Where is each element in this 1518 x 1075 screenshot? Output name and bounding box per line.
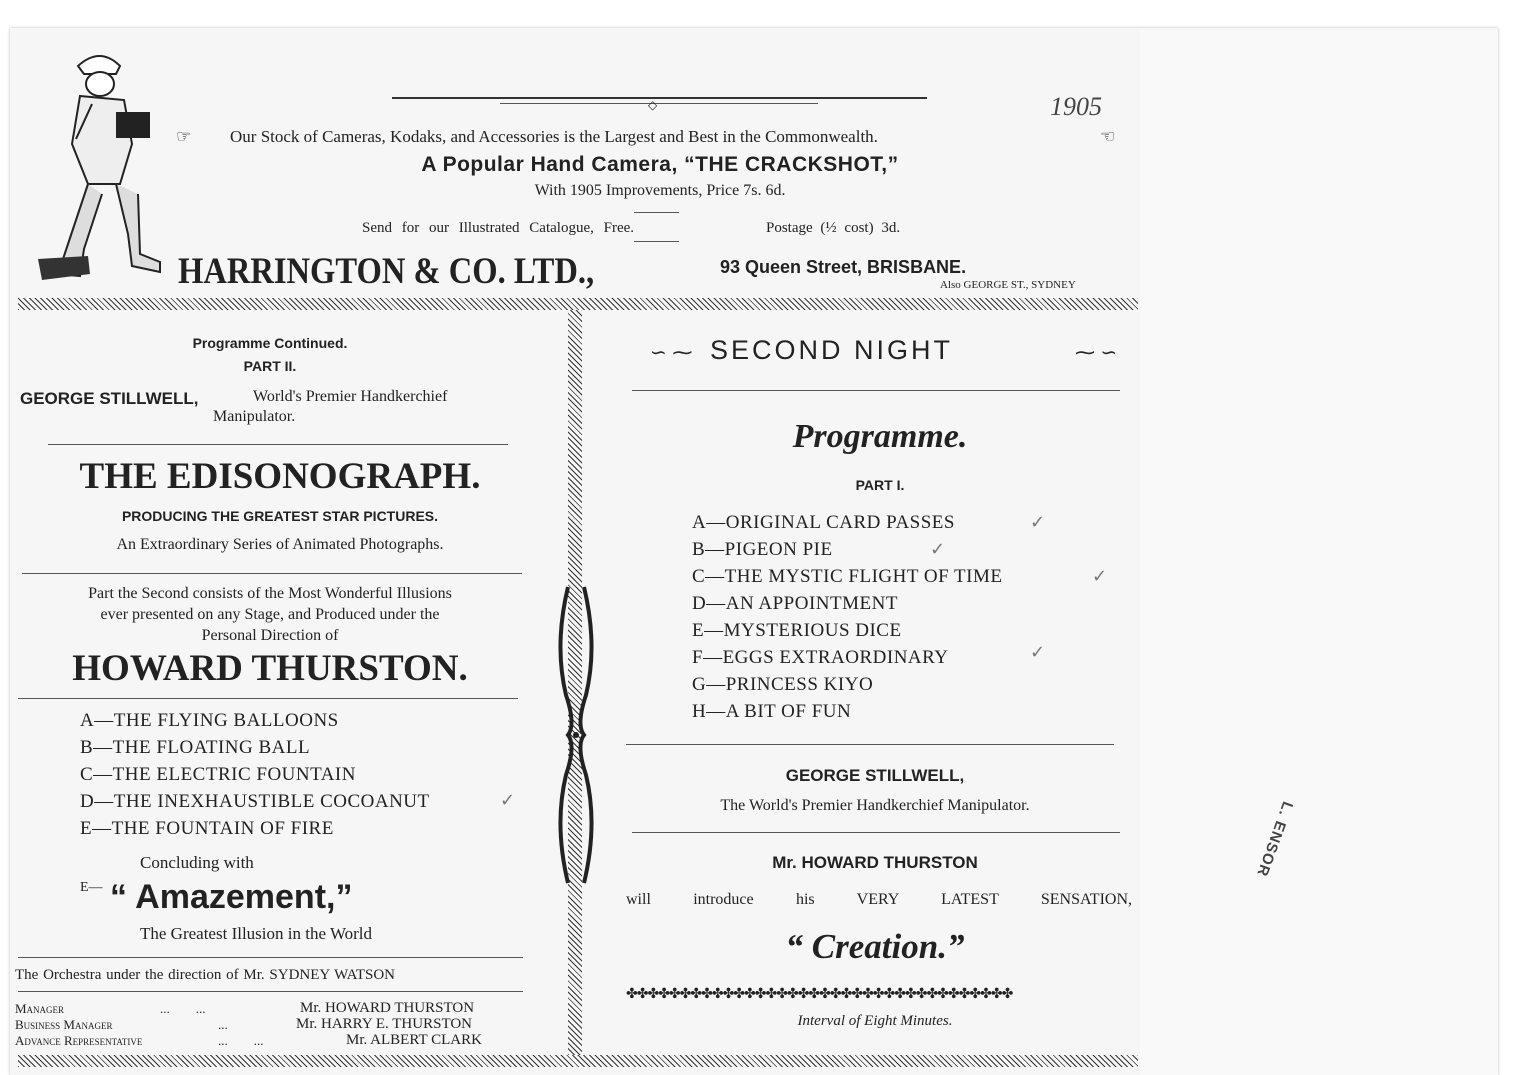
introduce-line: will introduce his VERY LATEST SENSATION, xyxy=(626,891,1132,908)
divider xyxy=(48,444,508,445)
pointing-hand-icon: ☞ xyxy=(176,127,192,146)
staff-name: Mr. ALBERT CLARK xyxy=(346,1032,482,1048)
staff-role: Advance Representative xyxy=(15,1033,143,1048)
intro-line-3: Personal Direction of xyxy=(201,627,339,644)
part-one-label: PART I. xyxy=(855,477,905,493)
edisonograph-subtitle: PRODUCING THE GREATEST STAR PICTURES. xyxy=(121,508,439,524)
flourish-left: ∽ ⁓ xyxy=(650,342,693,364)
divider xyxy=(632,390,1120,391)
list-item: A—ORIGINAL CARD PASSES xyxy=(692,512,955,533)
second-night-title: SECOND NIGHT xyxy=(710,335,954,365)
finale-description: The Greatest Illusion in the World xyxy=(140,924,373,943)
performer-description: World's Premier Handkerchief xyxy=(253,388,448,405)
divider xyxy=(632,832,1120,833)
photographer-illustration xyxy=(28,44,168,294)
top-rule-thin xyxy=(500,103,818,104)
price-line: With 1905 Improvements, Price 7s. 6d. xyxy=(534,182,786,199)
howard-thurston-title: HOWARD THURSTON. xyxy=(72,648,468,689)
edisonograph-title: THE EDISONOGRAPH. xyxy=(79,456,481,497)
staff-dots: ... xyxy=(218,1017,228,1032)
top-ornament: ◇ xyxy=(648,98,658,112)
top-rule xyxy=(392,97,927,99)
edisonograph-description: An Extraordinary Series of Animated Photographs. xyxy=(116,536,444,553)
postage-line: Postage (½ cost) 3d. xyxy=(766,220,901,236)
company-address: 93 Queen Street, BRISBANE. xyxy=(720,257,967,277)
list-item: C—THE MYSTIC FLIGHT OF TIME xyxy=(692,566,1003,587)
blank-paper-margin xyxy=(1140,30,1498,1075)
list-item: A—THE FLYING BALLOONS xyxy=(80,710,339,731)
list-item: E—MYSTERIOUS DICE xyxy=(692,620,902,641)
list-item: H—A BIT OF FUN xyxy=(692,701,852,722)
amazement-title: “ Amazement,” xyxy=(110,878,353,916)
orchestra-line: The Orchestra under the direction of Mr. SYDNEY WATSON xyxy=(15,967,396,983)
owner-stamp: L. ENSOR xyxy=(1253,799,1296,880)
staff-role: Business Manager xyxy=(15,1017,113,1032)
hatched-border-top xyxy=(18,298,1138,310)
camera-headline: A Popular Hand Camera, “THE CRACKSHOT,” xyxy=(421,153,899,176)
check-mark: ✓ xyxy=(1030,642,1046,663)
performer-description-2: Manipulator. xyxy=(213,408,296,425)
pointing-hand-icon: ☞ xyxy=(1100,127,1116,146)
list-item: E—THE FOUNTAIN OF FIRE xyxy=(80,818,334,839)
divider xyxy=(22,573,522,574)
decorative-border-row: ✤✤✤✤✤✤✤✤✤✤✤✤✤✤✤✤✤✤✤✤✤✤✤✤✤✤✤✤✤✤✤✤✤✤✤✤ xyxy=(626,985,1013,1001)
concluding-label: Concluding with xyxy=(140,853,254,872)
part-two-label: PART II. xyxy=(243,358,297,374)
performer-name-right: GEORGE STILLWELL, xyxy=(785,766,965,785)
handwritten-year: 1905 xyxy=(1050,92,1102,121)
check-mark: ✓ xyxy=(1092,566,1108,587)
flourish-right: ⁓ ∽ xyxy=(1075,342,1118,364)
catalogue-line: Send for our Illustrated Catalogue, Free. xyxy=(362,220,635,236)
performer-name: GEORGE STILLWELL, xyxy=(20,389,199,408)
staff-name: Mr. HOWARD THURSTON xyxy=(300,1000,475,1016)
programme-title: Programme. xyxy=(792,418,968,455)
staff-dots: ... ... xyxy=(160,1001,206,1016)
divider xyxy=(18,991,523,992)
performer-description-right: The World's Premier Handkerchief Manipulator. xyxy=(720,797,1030,814)
list-item: F—EGGS EXTRAORDINARY xyxy=(692,647,949,668)
list-item: B—PIGEON PIE xyxy=(692,539,833,560)
list-item: B—THE FLOATING BALL xyxy=(80,737,311,758)
creation-title: “ Creation.” xyxy=(785,927,965,966)
check-mark: ✓ xyxy=(500,790,516,811)
branch-address: Also GEORGE ST., SYDNEY xyxy=(940,279,1076,291)
check-mark: ✓ xyxy=(930,539,946,560)
staff-dots: ... ... xyxy=(218,1033,264,1048)
small-rule xyxy=(634,212,679,213)
intro-line-2: ever presented on any Stage, and Produced under the xyxy=(100,606,440,623)
divider xyxy=(18,957,523,958)
hatched-border-bottom xyxy=(18,1055,1138,1067)
interval-note: Interval of Eight Minutes. xyxy=(797,1013,953,1029)
small-rule xyxy=(634,241,679,242)
check-mark: ✓ xyxy=(1030,512,1046,533)
staff-name: Mr. HARRY E. THURSTON xyxy=(296,1016,473,1032)
finale-letter: E— xyxy=(80,880,103,895)
programme-continued: Programme Continued. xyxy=(192,335,348,351)
scroll-ornament xyxy=(548,585,604,885)
company-name: HARRINGTON & CO. LTD., xyxy=(178,251,595,292)
list-item: D—AN APPOINTMENT xyxy=(692,593,898,614)
list-item: G—PRINCESS KIYO xyxy=(692,674,874,695)
divider xyxy=(18,698,518,699)
list-item: D—THE INEXHAUSTIBLE COCOANUT xyxy=(80,791,430,812)
thurston-name-right: Mr. HOWARD THURSTON xyxy=(772,853,978,872)
stock-line: Our Stock of Cameras, Kodaks, and Accessories is the Largest and Best in the Commonwealth. xyxy=(230,127,878,146)
divider xyxy=(626,744,1114,745)
intro-line-1: Part the Second consists of the Most Wonderful Illusions xyxy=(88,585,452,602)
staff-role: Manager xyxy=(15,1001,65,1016)
list-item: C—THE ELECTRIC FOUNTAIN xyxy=(80,764,356,785)
